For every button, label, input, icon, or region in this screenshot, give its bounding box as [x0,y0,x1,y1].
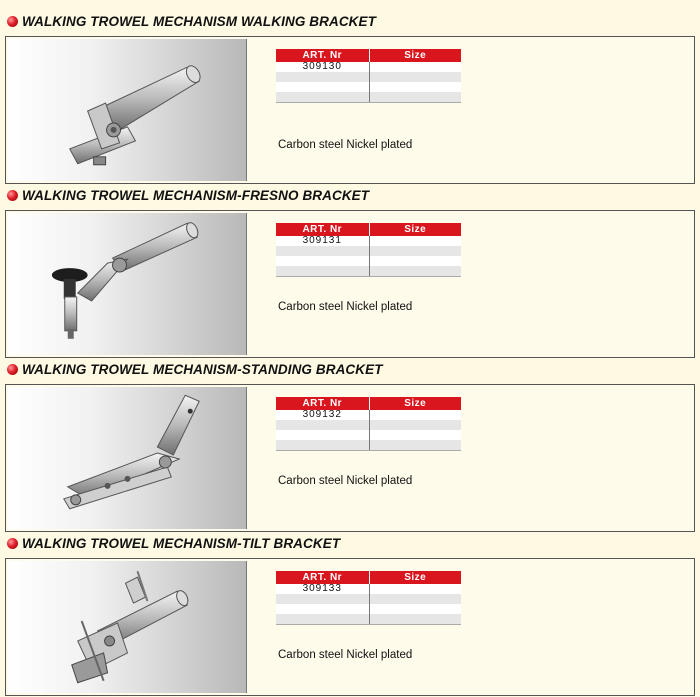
product-card [5,210,695,358]
size-cell [369,72,461,82]
bullet-icon [7,16,18,27]
size-cell [369,256,461,266]
table-row [276,594,461,604]
table-row [276,256,461,266]
section-heading [6,12,376,30]
table-row [276,584,461,594]
material-text: Carbon steel Nickel plated [278,475,413,487]
table-row [276,410,461,420]
art-nr-cell [276,246,369,256]
section-heading [6,534,340,552]
size-cell [369,410,461,420]
standing-bracket-photo [8,387,247,529]
spec-table [276,49,461,103]
table-row [276,440,461,450]
art-nr-cell [276,266,369,276]
art-nr-header: ART. Nr [276,571,369,584]
section-title: WALKING TROWEL MECHANISM WALKING BRACKET [22,13,376,29]
art-nr-header: ART. Nr [276,397,369,410]
art-nr-cell: 309133 [276,584,369,594]
table-row [276,604,461,614]
table-row [276,62,461,72]
size-cell [369,266,461,276]
table-row [276,420,461,430]
material-text: Carbon steel Nickel plated [278,301,413,313]
table-row [276,236,461,246]
table-row [276,614,461,624]
size-header: Size [369,223,461,236]
table-row [276,82,461,92]
table-row [276,246,461,256]
art-nr-cell [276,420,369,430]
size-cell [369,614,461,624]
table-row [276,72,461,82]
art-nr-cell: 309131 [276,236,369,246]
size-header: Size [369,49,461,62]
table-row [276,430,461,440]
section-title: WALKING TROWEL MECHANISM-STANDING BRACKET [22,361,383,377]
size-cell [369,430,461,440]
spec-table [276,571,461,625]
size-cell [369,584,461,594]
art-nr-header: ART. Nr [276,49,369,62]
art-nr-cell [276,92,369,102]
size-cell [369,236,461,246]
product-card [5,558,695,696]
size-cell [369,92,461,102]
section-title: WALKING TROWEL MECHANISM-TILT BRACKET [22,535,341,551]
tilt-bracket-photo [8,561,247,693]
art-nr-cell [276,256,369,266]
art-nr-cell [276,614,369,624]
art-nr-cell [276,604,369,614]
bullet-icon [7,190,18,201]
art-nr-cell [276,440,369,450]
section-heading [6,186,369,204]
table-row [276,92,461,102]
spec-table [276,397,461,451]
art-nr-cell [276,594,369,604]
walking-bracket-illustration [8,39,246,181]
material-text: Carbon steel Nickel plated [278,649,413,661]
art-nr-cell [276,82,369,92]
art-nr-header: ART. Nr [276,223,369,236]
standing-bracket-illustration [8,387,246,529]
size-cell [369,440,461,450]
size-header: Size [369,571,461,584]
spec-table [276,223,461,277]
tilt-bracket-illustration [8,561,246,693]
bullet-icon [7,538,18,549]
fresno-bracket-illustration [8,213,246,355]
size-header: Size [369,397,461,410]
size-cell [369,246,461,256]
product-card [5,36,695,184]
fresno-bracket-photo [8,213,247,355]
art-nr-cell: 309132 [276,410,369,420]
size-cell [369,604,461,614]
size-cell [369,82,461,92]
art-nr-cell [276,72,369,82]
size-cell [369,594,461,604]
material-text: Carbon steel Nickel plated [278,139,413,151]
product-card [5,384,695,532]
art-nr-cell [276,430,369,440]
walking-bracket-photo [8,39,247,181]
section-heading [6,360,383,378]
art-nr-cell: 309130 [276,62,369,72]
bullet-icon [7,364,18,375]
size-cell [369,62,461,72]
size-cell [369,420,461,430]
table-row [276,266,461,276]
section-title: WALKING TROWEL MECHANISM-FRESNO BRACKET [22,187,370,203]
